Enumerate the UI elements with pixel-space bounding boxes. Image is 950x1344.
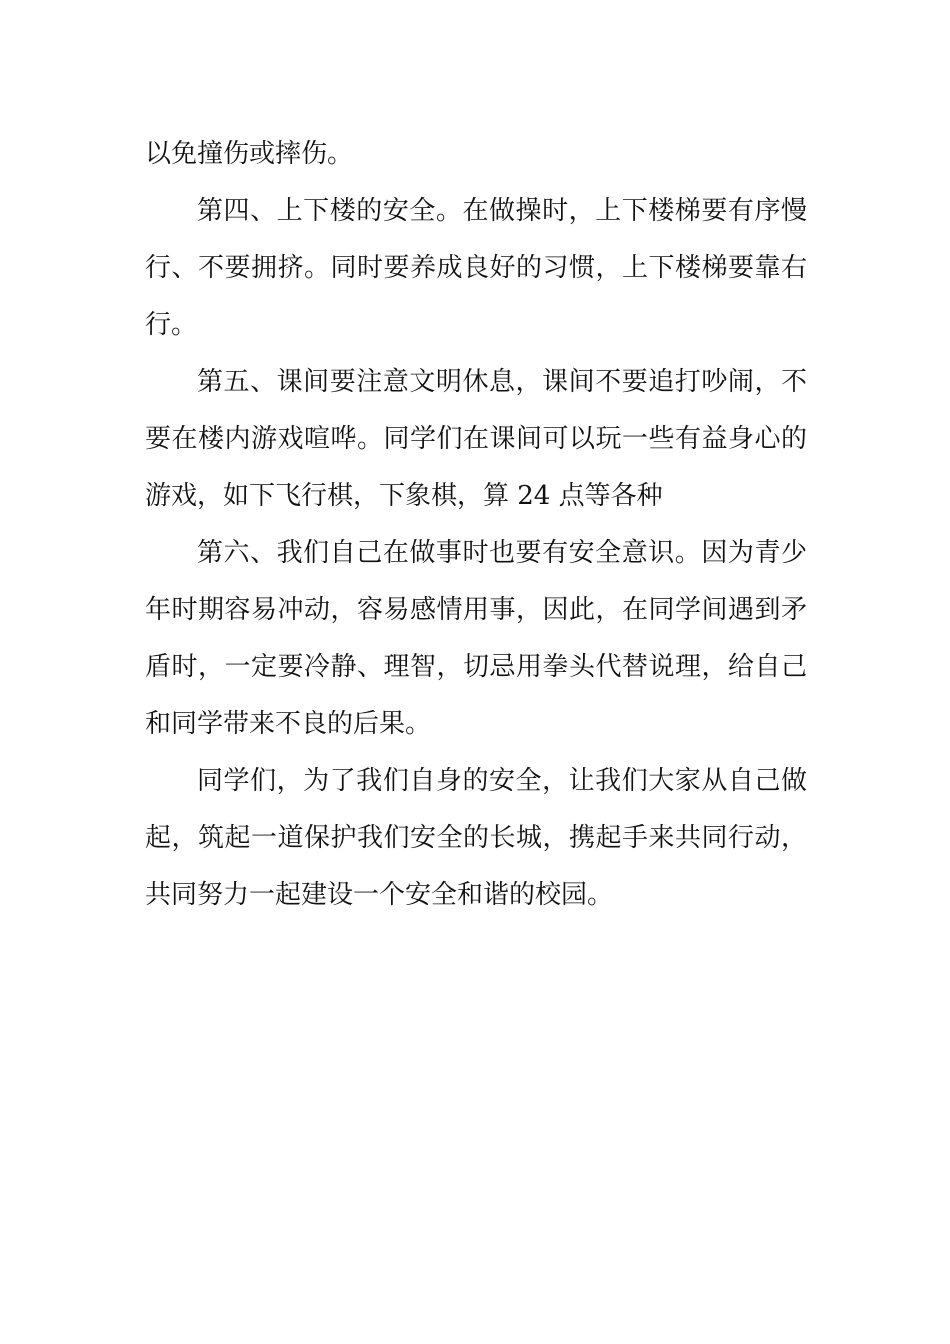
paragraph-continuation: 以免撞伤或摔伤。	[145, 139, 354, 169]
paragraph-fourth: 第四、上下楼的安全。在做操时，上下楼梯要有序慢行、不要拥挤。同时要养成良好的习惯，上下楼梯要靠右行。	[145, 196, 807, 340]
paragraph-fifth: 第五、课间要注意文明休息，课间不要追打吵闹，不要在楼内游戏喧哗。同学们在课间可以玩一些有益身心的游戏，如下飞行棋，下象棋，算 24 点等各种	[145, 367, 807, 511]
paragraph-sixth: 第六、我们自己在做事时也要有安全意识。因为青少年时期容易冲动，容易感情用事，因此，在同学间遇到矛盾时，一定要冷静、理智，切忌用拳头代替说理，给自己和同学带来不良的后果。	[145, 538, 807, 739]
paragraph-closing: 同学们，为了我们自身的安全，让我们大家从自己做起，筑起一道保护我们安全的长城，携起手来共同行动，共同努力一起建设一个安全和谐的校园。	[145, 766, 807, 910]
document-body	[145, 126, 807, 924]
